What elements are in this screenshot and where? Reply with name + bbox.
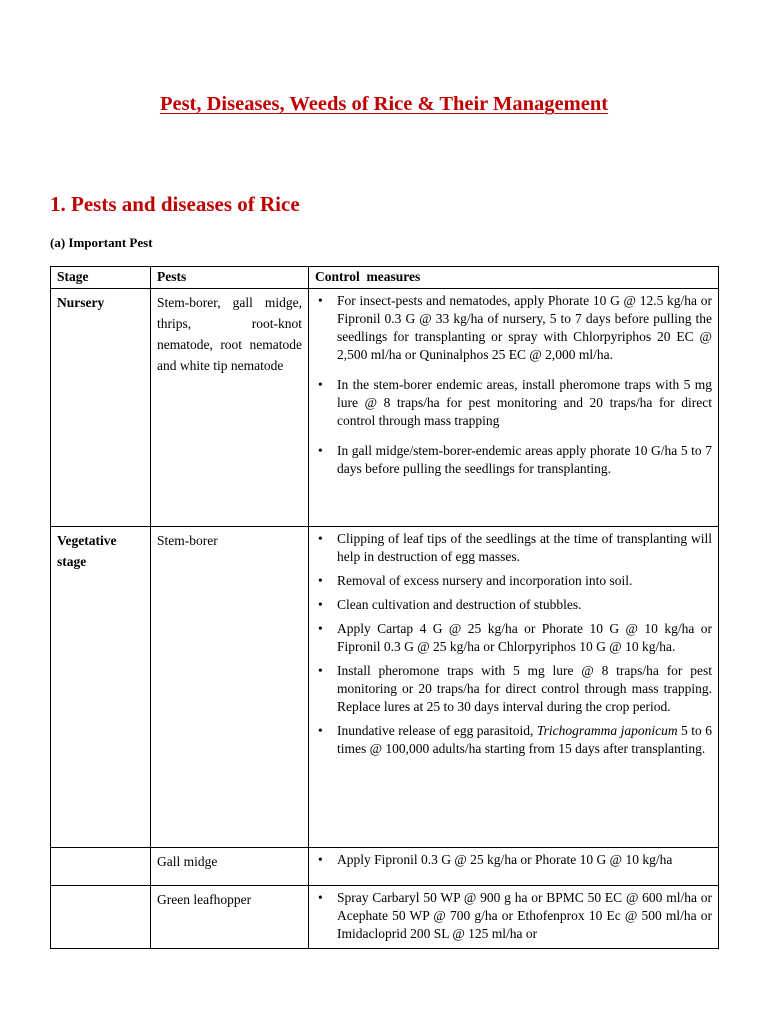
list-item (315, 620, 712, 656)
control-measures-cell (309, 527, 719, 848)
table-row-green-leafhopper (51, 886, 719, 949)
measure-text: Apply Cartap 4 G @ 25 kg/ha or Phorate 10 G @ 10 kg/ha or Fipronil 0.3 G @ 25 kg/ha or Chlorpyriphos 10 G @ 10 kg/ha. (337, 621, 712, 654)
bullet-icon: • (318, 663, 323, 678)
measure-text: Apply Fipronil 0.3 G @ 25 kg/ha or Phorate 10 G @ 10 kg/ha (337, 852, 673, 867)
list-item (315, 596, 712, 614)
list-item (315, 376, 712, 430)
measures-list (315, 851, 712, 869)
measure-text: Spray Carbaryl 50 WP @ 900 g ha or BPMC 50 EC @ 600 ml/ha or Acephate 50 WP @ 700 g/ha or Ethofenprox 10 Ec @ 500 ml/ha or Imidacloprid 200 SL @ 125 ml/ha or (337, 890, 712, 941)
species-name: Trichogramma japonicum (536, 723, 678, 738)
control-measures-cell (309, 886, 719, 949)
measure-text: Removal of excess nursery and incorporation into soil. (337, 573, 633, 588)
table-header-row (51, 267, 719, 289)
measure-text: Clean cultivation and destruction of stubbles. (337, 597, 582, 612)
stage-cell: Nursery (51, 289, 151, 527)
list-item (315, 851, 712, 869)
list-item (315, 530, 712, 566)
list-item (315, 442, 712, 478)
control-measures-cell (309, 289, 719, 527)
column-header-pests: Pests (151, 267, 309, 289)
bullet-icon: • (318, 597, 323, 612)
list-item (315, 889, 712, 943)
pests-cell: Gall midge (151, 848, 309, 886)
measure-text: In gall midge/stem-borer-endemic areas apply phorate 10 G/ha 5 to 7 days before pulling the seedlings for transplanting. (337, 443, 712, 476)
column-header-control-measures: Control measures (309, 267, 719, 289)
bullet-icon: • (318, 852, 323, 867)
table-row-vegetative-stage (51, 527, 719, 848)
bullet-icon: • (318, 531, 323, 546)
section-heading: 1. Pests and diseases of Rice (50, 192, 300, 216)
bullet-icon: • (318, 377, 323, 392)
pests-cell: Green leafhopper (151, 886, 309, 949)
measure-text: Clipping of leaf tips of the seedlings at the time of transplanting will help in destruction of egg masses. (337, 531, 712, 564)
measure-text: 5 to 6 times @ 100,000 adults/ha starting from 15 days after transplanting. (337, 723, 712, 756)
stage-cell: Vegetative stage (51, 527, 151, 848)
measures-list (315, 530, 712, 758)
table-row-nursery (51, 289, 719, 527)
list-item (315, 292, 712, 364)
stage-cell (51, 848, 151, 886)
list-item (315, 662, 712, 716)
list-item (315, 722, 712, 758)
bullet-icon: • (318, 573, 323, 588)
list-item (315, 572, 712, 590)
control-measures-cell (309, 848, 719, 886)
stage-cell (51, 886, 151, 949)
column-header-stage: Stage (51, 267, 151, 289)
subheading: (a) Important Pest (50, 235, 153, 250)
document-title: Pest, Diseases, Weeds of Rice & Their Management (159, 93, 609, 115)
pests-cell: Stem-borer, gall midge, thrips, root-knot nematode, root nematode and white tip nematode (151, 289, 309, 527)
measure-text: In the stem-borer endemic areas, install pheromone traps with 5 mg lure @ 8 traps/ha for pest monitoring and 20 traps/ha for direct control through mass trapping (337, 377, 712, 428)
measure-text: Install pheromone traps with 5 mg lure @ 8 traps/ha for pest monitoring or 20 traps/ha for direct control through mass trapping. Replace lures at 25 to 30 days interval during the crop period. (337, 663, 712, 714)
measure-text: For insect-pests and nematodes, apply Phorate 10 G @ 12.5 kg/ha or Fipronil 0.3 G @ 33 kg/ha of nursery, 5 to 7 days before pulling the seedlings for transplanting or spray with Chlorpyriphos 20 EC @ 2,500 ml/ha or Quninalphos 25 EC @ 2,000 ml/ha. (337, 293, 712, 362)
pest-management-table (50, 266, 719, 949)
measures-list (315, 889, 712, 943)
pests-cell: Stem-borer (151, 527, 309, 848)
table-row-gall-midge (51, 848, 719, 886)
bullet-icon: • (318, 723, 323, 738)
bullet-icon: • (318, 621, 323, 636)
measure-text: Inundative release of egg parasitoid, (337, 723, 537, 738)
bullet-icon: • (318, 443, 323, 458)
bullet-icon: • (318, 293, 323, 308)
bullet-icon: • (318, 890, 323, 905)
measures-list (315, 292, 712, 478)
